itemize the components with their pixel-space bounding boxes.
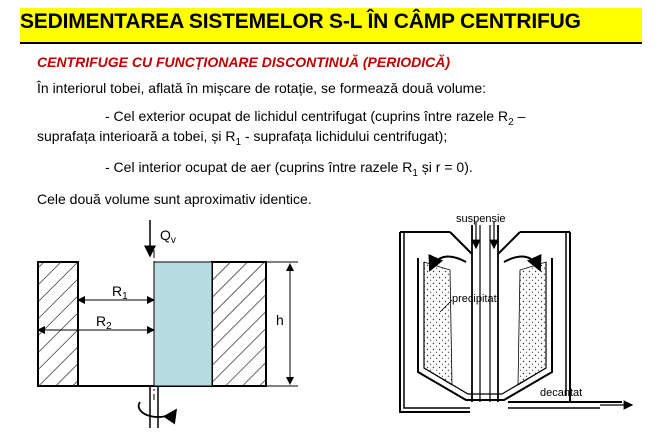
page-title: SEDIMENTAREA SISTEMELOR S-L ÎN CÂMP CENTRIFUG (20, 10, 581, 33)
left-centrifuge-diagram (38, 220, 298, 428)
r2-label: $R_2$ (96, 313, 112, 332)
item2-sub-a: 1 (412, 167, 418, 179)
item1-sub-c: 1 (235, 136, 242, 148)
decantat-label: decantat (540, 387, 583, 399)
item2-text-a: - Cel interior ocupat de aer (cuprins între razele R (105, 159, 413, 175)
item1-sub-a: 2 (508, 116, 514, 128)
item1-text-c: suprafața interioară a tobei, și R (37, 128, 236, 144)
item1-text-b: – (513, 108, 526, 124)
intro-paragraph: În interiorul tobei, aflată în mișcare de rotație, se formează două volume: (37, 80, 487, 96)
liquid-layer (154, 262, 212, 386)
r1-label: $R_1$ (112, 283, 128, 302)
right-wall (212, 262, 266, 386)
item2-text-b: și r = 0). (417, 159, 473, 175)
h-label: h (276, 312, 284, 328)
precipitat-label: precipitat (452, 293, 497, 305)
qv-label: $Q_v$ (160, 227, 176, 246)
suspensie-label: suspensie (456, 213, 506, 225)
conclusion-paragraph: Cele două volume sunt aproximativ identice. (37, 191, 312, 207)
left-wall (38, 262, 78, 386)
right-centrifuge-diagram (400, 213, 632, 412)
item1-text-a: - Cel exterior ocupat de lichidul centrifugat (cuprins între razele R (105, 108, 509, 124)
item1-text-d: - suprafața lichidului centrifugat); (241, 128, 448, 144)
section-subtitle: CENTRIFUGE CU FUNCȚIONARE DISCONTINUĂ (PERIODICĂ) (37, 54, 450, 70)
